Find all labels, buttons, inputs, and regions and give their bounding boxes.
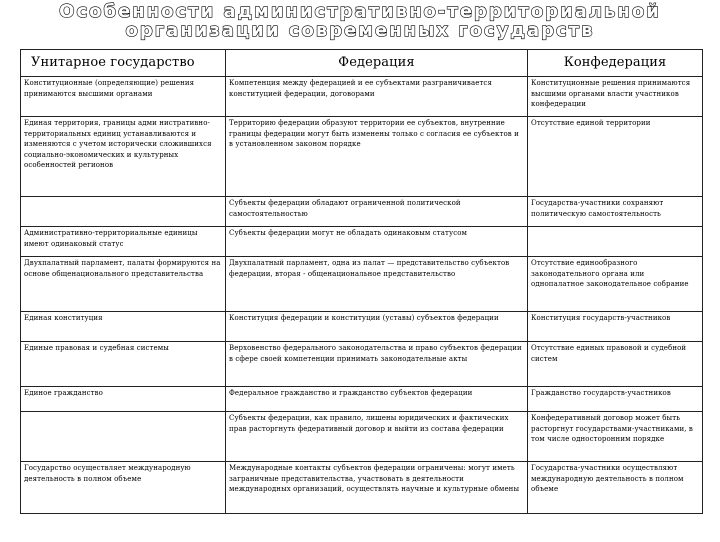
cell-federation: Компетенция между федерацией и ее субъектами разграничивается конституцией федерации, договорами [226, 77, 528, 117]
cell-unitary: Государство осуществляет международную деятельность в полном объеме [21, 462, 226, 514]
header-row [21, 50, 703, 77]
table-row [21, 77, 703, 117]
cell-confederation: Гражданство государств-участников [528, 387, 703, 412]
cell-unitary: Единые правовая и судебная системы [21, 342, 226, 387]
cell-federation: Верховенство федерального законодательства и право субъектов федерации в сфере своей компетенции принимать законодательные акты [226, 342, 528, 387]
table-row [21, 197, 703, 227]
header-unitary: Унитарное государство [21, 50, 226, 77]
table-row [21, 117, 703, 197]
cell-federation: Территорию федерации образуют территории ее субъектов, внутренние границы федерации могут быть изменены только с согласия ее субъектов и в установленном законом порядке [226, 117, 528, 197]
cell-unitary: Двухпалатный парламент, палаты формируются на основе общенационального представительства [21, 257, 226, 312]
comparison-table [20, 49, 703, 514]
cell-federation: Международные контакты субъектов федерации ограничены: могут иметь заграничные представительства, участвовать в деятельности международных организаций, осуществлять научные и культурные обмены [226, 462, 528, 514]
cell-unitary [21, 197, 226, 227]
cell-confederation [528, 227, 703, 257]
cell-confederation: Отсутствие единообразного законодательного органа или однопалатное законодательное собрание [528, 257, 703, 312]
table-row [21, 387, 703, 412]
cell-unitary: Административно-территориальные единицы имеют одинаковый статус [21, 227, 226, 257]
cell-federation: Конституция федерации и конституции (уставы) субъектов федерации [226, 312, 528, 342]
cell-federation: Субъекты федерации могут не обладать одинаковым статусом [226, 227, 528, 257]
cell-confederation: Государства-участники осуществляют международную деятельность в полном объеме [528, 462, 703, 514]
cell-unitary: Единое гражданство [21, 387, 226, 412]
cell-federation: Субъекты федерации обладают ограниченной политической самостоятельностью [226, 197, 528, 227]
cell-confederation: Государства-участники сохраняют политическую самостоятельность [528, 197, 703, 227]
cell-unitary: Единая конституция [21, 312, 226, 342]
cell-confederation: Конституция государств-участников [528, 312, 703, 342]
title-line-2: организации современных государств [125, 20, 595, 41]
cell-confederation: Конституционные решения принимаются высшими органами власти участников конфедерации [528, 77, 703, 117]
header-federation: Федерация [226, 50, 528, 77]
cell-confederation: Отсутствие единых правовой и судебной систем [528, 342, 703, 387]
table-row [21, 312, 703, 342]
cell-unitary: Конституционные (определяющие) решения принимаются высшими органами [21, 77, 226, 117]
table-row [21, 227, 703, 257]
table-row [21, 257, 703, 312]
cell-federation: Федеральное гражданство и гражданство субъектов федерации [226, 387, 528, 412]
table-row [21, 342, 703, 387]
cell-unitary: Единая территория, границы адми нистративно-территориальных единиц устанавливаются и изменяются с учетом исторически сложившихся социально-экономических и культурных особенностей регионов [21, 117, 226, 197]
title-line-1: Особенности административно-территориальной [59, 1, 661, 22]
table-row [21, 462, 703, 514]
cell-federation: Субъекты федерации, как правило, лишены юридических и фактических прав расторгнуть федеративный договор и выйти из состава федерации [226, 412, 528, 462]
cell-unitary [21, 412, 226, 462]
table-row [21, 412, 703, 462]
cell-confederation: Конфедеративный договор может быть расторгнут государствами-участниками, в том числе односторонним порядке [528, 412, 703, 462]
cell-federation: Двухпалатный парламент, одна из палат — представительство субъектов федерации, вторая - общенациональное представительство [226, 257, 528, 312]
header-confederation: Конфедерация [528, 50, 703, 77]
page-title [0, 2, 720, 40]
cell-confederation: Отсутствие единой территории [528, 117, 703, 197]
